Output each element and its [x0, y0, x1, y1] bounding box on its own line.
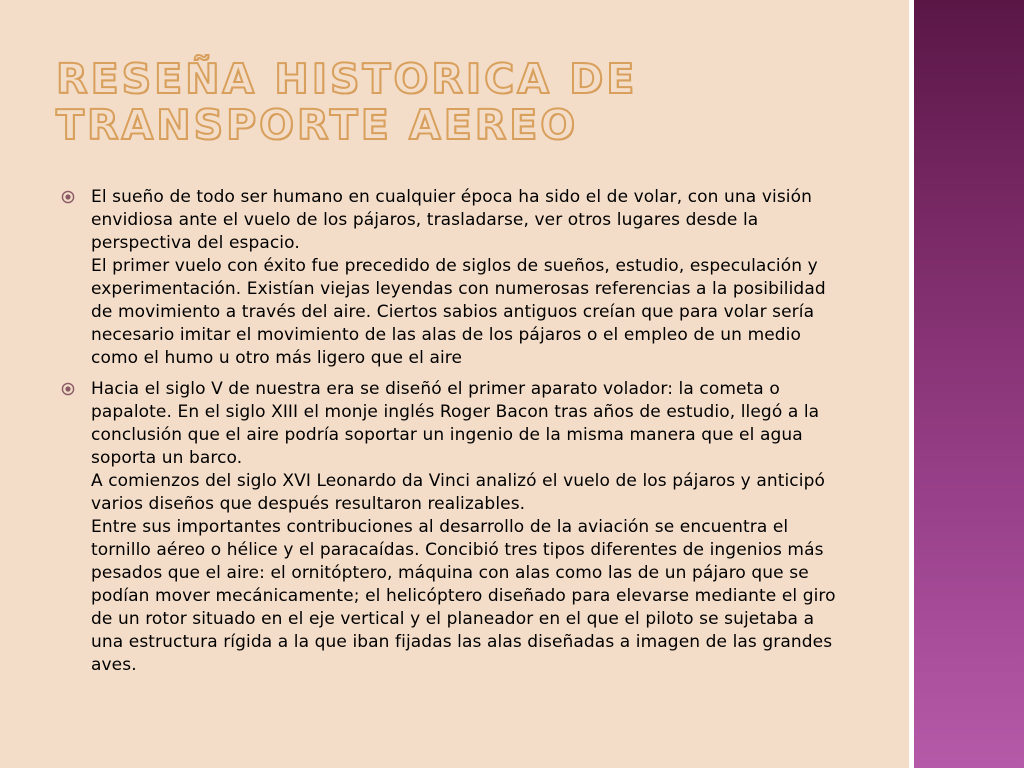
bullet-circle-icon: [61, 190, 75, 204]
bullet-list: [60, 186, 850, 685]
bullet-item: [60, 186, 850, 370]
slide-title: RESEÑA HISTORICA DE TRANSPORTE AEREO: [56, 55, 638, 149]
bullet-circle-icon: [61, 382, 75, 396]
decorative-sidebar: [914, 0, 1024, 768]
bullet-text: Hacia el siglo V de nuestra era se diseñó el primer aparato volador: la cometa o papalote. En el siglo XIII el monje inglés Roger Bacon tras años de estudio, llegó a la conclusión que el aire podría soportar un ingenio de la misma manera que el agua soporta un barco. A comienzos del siglo XVI Leonardo da Vinci analizó el vuelo de los pájaros y anticipó varios diseños que después resultaron realizables. Entre sus importantes contribuciones al desarrollo de la aviación se encuentra el tornillo aéreo o hélice y el paracaídas. Concibió tres tipos diferentes de ingenios más pesados que el aire: el ornitóptero, máquina con alas como las de un pájaro que se podían mover mecánicamente; el helicóptero diseñado para elevarse mediante el giro de un rotor situado en el eje vertical y el planeador en el que el piloto se sujetaba a una estructura rígida a la que iban fijadas las alas diseñadas a imagen de las grandes aves.: [91, 379, 836, 675]
bullet-item: [60, 378, 850, 677]
bullet-text: El sueño de todo ser humano en cualquier época ha sido el de volar, con una visión envidiosa ante el vuelo de los pájaros, trasladarse, ver otros lugares desde la perspectiva del espacio. El primer vuelo con éxito fue precedido de siglos de sueños, estudio, especulación y experimentación. Existían viejas leyendas con numerosas referencias a la posibilidad de movimiento a través del aire. Ciertos sabios antiguos creían que para volar sería necesario imitar el movimiento de las alas de los pájaros o el empleo de un medio como el humo u otro más ligero que el aire: [91, 187, 826, 368]
